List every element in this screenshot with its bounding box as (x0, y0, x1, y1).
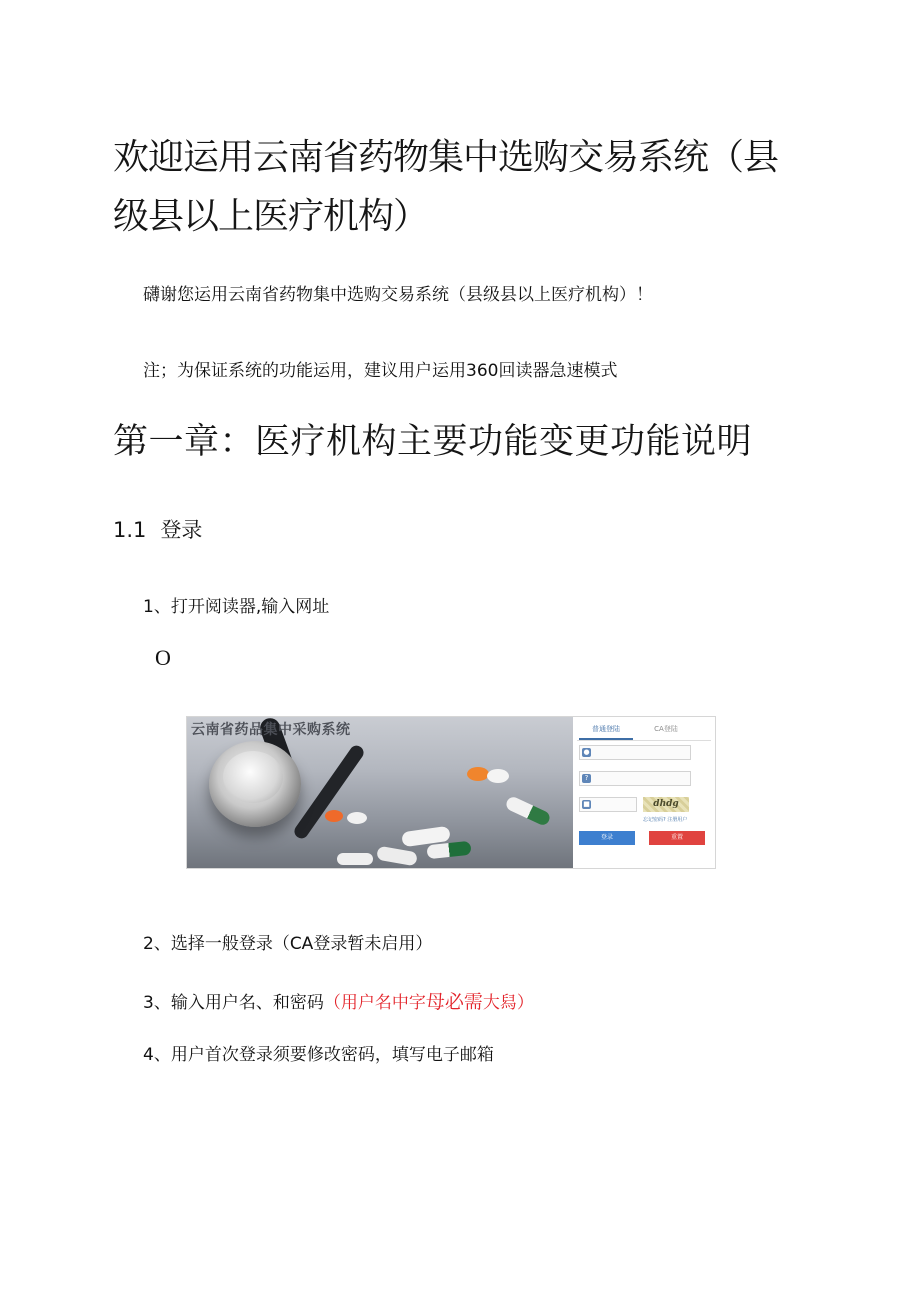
pill (487, 769, 509, 783)
user-icon: ● (583, 748, 590, 756)
pill (347, 812, 367, 824)
banner-image (187, 717, 573, 868)
captcha-field[interactable] (579, 797, 637, 812)
forgot-register-links[interactable]: 忘记密码? 注册用户 (643, 817, 688, 823)
password-field[interactable] (579, 771, 691, 786)
step-4: 4、用户首次登录须要修改密码，填写电子邮箱 (143, 1045, 494, 1065)
thanks-paragraph: 礴谢您运用云南省药物集中选购交易系统（县级县以上医疗机构）！ (143, 285, 653, 305)
login-page-screenshot (186, 716, 716, 869)
username-field[interactable] (579, 745, 691, 760)
section-title: 登录 (160, 518, 203, 542)
doc-title-line-2: 级县以上医疗机构） (113, 196, 429, 237)
note-paragraph: 注；为保证系统的功能运用，建议用户运用360回读器急速模式 (143, 361, 618, 381)
step-3-red-note (324, 993, 534, 1013)
doc-title-line-1: 欢迎运用云南省药物集中选购交易系统（县 (113, 137, 779, 178)
capsule (504, 795, 552, 827)
login-button[interactable]: 登录 (579, 831, 635, 845)
o-mark: O (155, 645, 171, 670)
pill (325, 810, 343, 822)
tab-divider (577, 740, 711, 741)
section-heading (113, 520, 202, 541)
step-1: 1、打开阅读器,输入网址 (143, 597, 330, 617)
tab-general-login[interactable]: 普通登陆 (579, 720, 633, 740)
step-2: 2、选择一般登录（CA登录暂未启用） (143, 934, 433, 954)
pill (467, 767, 489, 781)
capsule (337, 853, 373, 865)
step-3 (143, 993, 534, 1012)
step-3-text: 3、输入用户名、和密码 (143, 993, 324, 1013)
reset-button[interactable]: 重置 (649, 831, 705, 845)
tab-ca-login[interactable]: CA登陆 (654, 725, 678, 733)
capsule (426, 841, 471, 860)
captcha-image[interactable]: dhdg (643, 797, 689, 812)
red-note-part-b: 母必需 (425, 991, 483, 1013)
capsule (376, 846, 418, 867)
lock-icon: ? (582, 774, 591, 783)
login-panel (573, 717, 715, 868)
stethoscope-tube (292, 743, 367, 841)
section-number: 1.1 (113, 518, 147, 542)
banner-title: 云南省药品集中采购系统 (191, 722, 351, 738)
shield-icon: ■ (583, 800, 590, 808)
red-note-part-a: （用户名中字 (323, 993, 426, 1013)
chapter-heading: 第一章：医疗机构主要功能变更功能说明 (113, 422, 753, 462)
red-note-part-c: 大舄） (482, 993, 534, 1013)
stethoscope-diaphragm (223, 751, 283, 803)
